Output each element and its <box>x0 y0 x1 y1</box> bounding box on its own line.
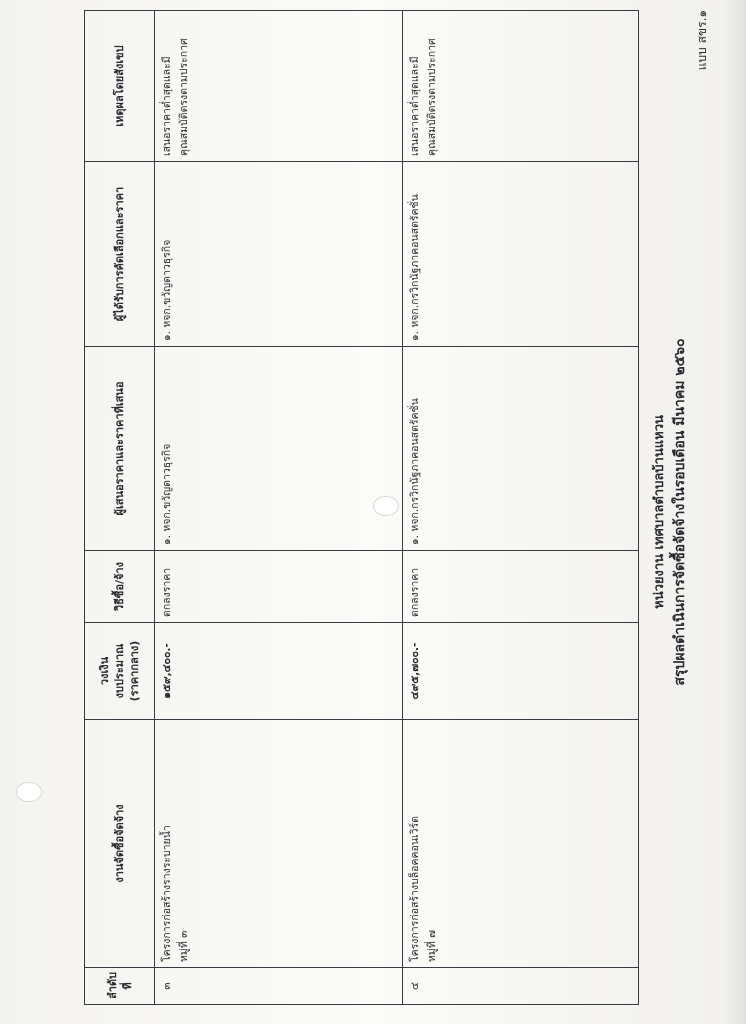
header-item: งานจัดซื้อจัดจ้าง <box>85 720 155 968</box>
row-no: ๔ <box>403 968 639 1005</box>
row-reason-line-2: คุณสมบัติตรงตามประกาศ <box>426 38 438 156</box>
row-item <box>403 720 639 968</box>
page-subtitle: หน่วยงาน เทศบาลตำบลบ้านแหวน <box>652 415 667 609</box>
form-code: แบบ สขร.๑ <box>695 10 709 71</box>
row-no: ๓ <box>155 968 403 1005</box>
row-winner: ๑. หจก.ขวัญดาวธุรกิจ <box>155 162 403 347</box>
header-budget <box>85 623 155 720</box>
row-reason-line-2: คุณสมบัติตรงตามประกาศ <box>178 38 190 156</box>
header-bidders: ผู้เสนอราคาและราคาที่เสนอ <box>85 347 155 551</box>
row-winner: ๑. หจก.กรวิกนัฐภาคอนสตรัคชั่น <box>403 162 639 347</box>
header-budget-line-3: (ราคากลาง) <box>128 640 141 702</box>
table-row <box>155 11 403 1005</box>
header-budget-line-1: วงเงิน <box>98 656 111 686</box>
row-budget: ๔๙๕,๗๐๐.- <box>403 623 639 720</box>
row-item <box>155 720 403 968</box>
row-item-line-2: หมู่ที่ ๗ <box>426 930 438 962</box>
procurement-table <box>84 10 639 1005</box>
row-budget: ๑๕๙,๔๐๐.- <box>155 623 403 720</box>
table-row <box>403 11 639 1005</box>
row-reason <box>155 11 403 162</box>
row-method: ตกลงราคา <box>155 551 403 623</box>
header-method: วิธีซื้อ/จ้าง <box>85 551 155 623</box>
row-reason-line-1: เสนอราคาต่ำสุดและมี <box>409 56 421 156</box>
header-no <box>85 968 155 1005</box>
header-no-line-1: ลำดับ <box>105 971 119 999</box>
row-item-line-1: โครงการก่อสร้างบล็อคคอนเวิร์ต <box>409 816 421 962</box>
header-no-line-2: ที่ <box>120 982 134 990</box>
page-title: สรุปผลดำเนินการจัดซื้อจัดจ้างในรอบเดือน มีนาคม ๒๕๖๐ <box>672 338 688 686</box>
header-budget-line-2: งบประมาณ <box>113 643 126 699</box>
row-reason <box>403 11 639 162</box>
row-item-line-1: โครงการก่อสร้างรางระบายน้ำ <box>161 825 173 962</box>
row-bidders: ๑. หจก.ขวัญดาวธุรกิจ <box>155 347 403 551</box>
header-reason: เหตุผลโดยสังเขป <box>85 11 155 162</box>
header-winner: ผู้ได้รับการคัดเลือกและราคา <box>85 162 155 347</box>
table-header-row <box>85 11 155 1005</box>
row-reason-line-1: เสนอราคาต่ำสุดและมี <box>161 56 173 156</box>
row-method: ตกลงราคา <box>403 551 639 623</box>
row-item-line-2: หมู่ที่ ๓ <box>178 930 190 962</box>
row-bidders: ๑. หจก.กรวิกนัฐภาคอนสตรัคชั่น <box>403 347 639 551</box>
